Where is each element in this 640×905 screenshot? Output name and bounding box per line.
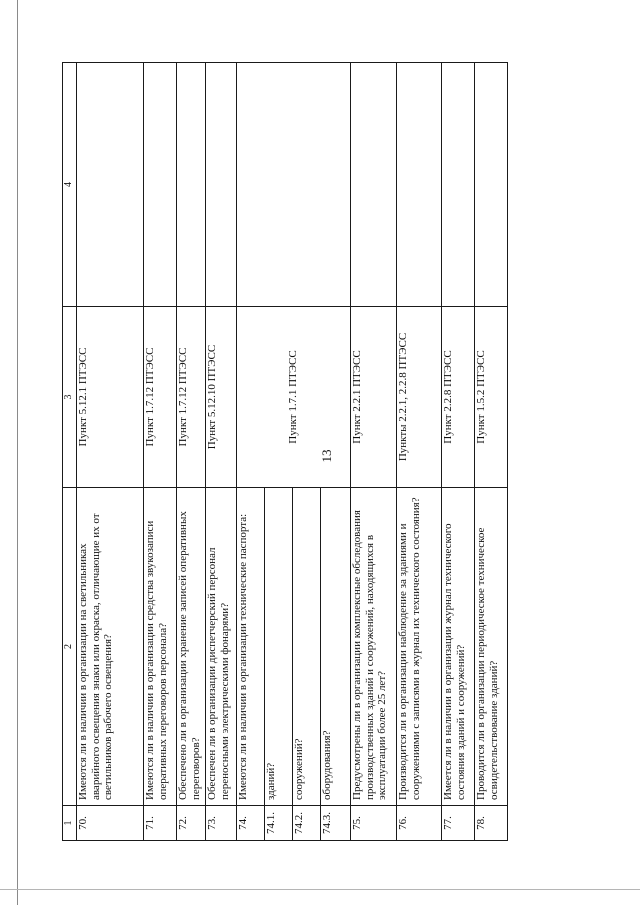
- page-edge-bottom: [0, 889, 640, 890]
- row-question: Имеется ли в наличии в организации журнал технического состояния зданий и сооружений?: [442, 488, 475, 806]
- table-row: [351, 63, 397, 841]
- table-row: [206, 63, 237, 841]
- row-number: 76.: [397, 806, 442, 841]
- row-note: [206, 63, 237, 307]
- rotated-table-wrapper: [62, 63, 500, 841]
- row-number: 74.1.: [265, 806, 293, 841]
- table-row: [144, 63, 177, 841]
- row-reference: Пункт 2.2.1 ПТЭСС: [351, 307, 397, 488]
- header-col-4: 4: [63, 63, 77, 307]
- row-reference: Пункт 5.12.10 ПТЭСС: [206, 307, 237, 488]
- table-row: [77, 63, 144, 841]
- row-number: 77.: [442, 806, 475, 841]
- row-number: 71.: [144, 806, 177, 841]
- row-reference: Пункты 2.2.1, 2.2.8 ПТЭСС: [397, 307, 442, 488]
- row-number: 75.: [351, 806, 397, 841]
- row-reference: Пункт 5.12.1 ПТЭСС: [77, 307, 144, 488]
- row-note: [351, 63, 397, 307]
- table-row: [475, 63, 508, 841]
- row-question: Имеются ли в наличии в организации на светильниках аварийного освещения знаки или окраска, отличающие их от светильников рабочего освещения?: [77, 488, 144, 806]
- row-note: [144, 63, 177, 307]
- row-question: Проводится ли в организации периодическое техническое освидетельствование зданий?: [475, 488, 508, 806]
- row-number: 72.: [177, 806, 206, 841]
- row-reference: Пункт 2.2.8 ПТЭСС: [442, 307, 475, 488]
- header-col-2: 2: [63, 488, 77, 806]
- page-number: 13: [319, 449, 334, 463]
- row-question: Имеются ли в наличии в организации средства звукозаписи оперативных переговоров персонала?: [144, 488, 177, 806]
- table-header-row: [63, 63, 77, 841]
- row-question: Имеются ли в наличии в организации технические паспорта:: [237, 488, 265, 806]
- row-reference: Пункт 1.7.12 ПТЭСС: [144, 307, 177, 488]
- row-reference: Пункт 1.7.1 ПТЭСС: [237, 307, 351, 488]
- row-question: сооружений?: [293, 488, 321, 806]
- row-number: 74.: [237, 806, 265, 841]
- row-reference: Пункт 1.7.12 ПТЭСС: [177, 307, 206, 488]
- header-col-3: 3: [63, 307, 77, 488]
- row-number: 74.3.: [321, 806, 351, 841]
- table-row: [237, 63, 265, 841]
- checklist-table: [62, 62, 508, 841]
- row-question: Обеспечено ли в организации хранение записей оперативных переговоров?: [177, 488, 206, 806]
- table-row: [177, 63, 206, 841]
- row-note: [177, 63, 206, 307]
- row-question: Обеспечен ли в организации диспетчерский персонал переносными электрическими фонарями?: [206, 488, 237, 806]
- row-question: Предусмотрены ли в организации комплексные обследования производственных зданий и сооружений, находящихся в эксплуатации более 25 лет?: [351, 488, 397, 806]
- row-question: Производится ли в организации наблюдение за зданиями и сооружениями с записями в журнал их технического состояния?: [397, 488, 442, 806]
- header-col-1: 1: [63, 806, 77, 841]
- row-number: 70.: [77, 806, 144, 841]
- row-number: 78.: [475, 806, 508, 841]
- row-question: зданий?: [265, 488, 293, 806]
- table-row: [397, 63, 442, 841]
- row-note: [475, 63, 508, 307]
- row-note: [77, 63, 144, 307]
- row-number: 73.: [206, 806, 237, 841]
- row-note: [442, 63, 475, 307]
- page-edge-left: [17, 0, 18, 905]
- row-question: оборудования?: [321, 488, 351, 806]
- table-row: [442, 63, 475, 841]
- row-note: [397, 63, 442, 307]
- row-reference: Пункт 1.5.2 ПТЭСС: [475, 307, 508, 488]
- row-number: 74.2.: [293, 806, 321, 841]
- row-note: [237, 63, 351, 307]
